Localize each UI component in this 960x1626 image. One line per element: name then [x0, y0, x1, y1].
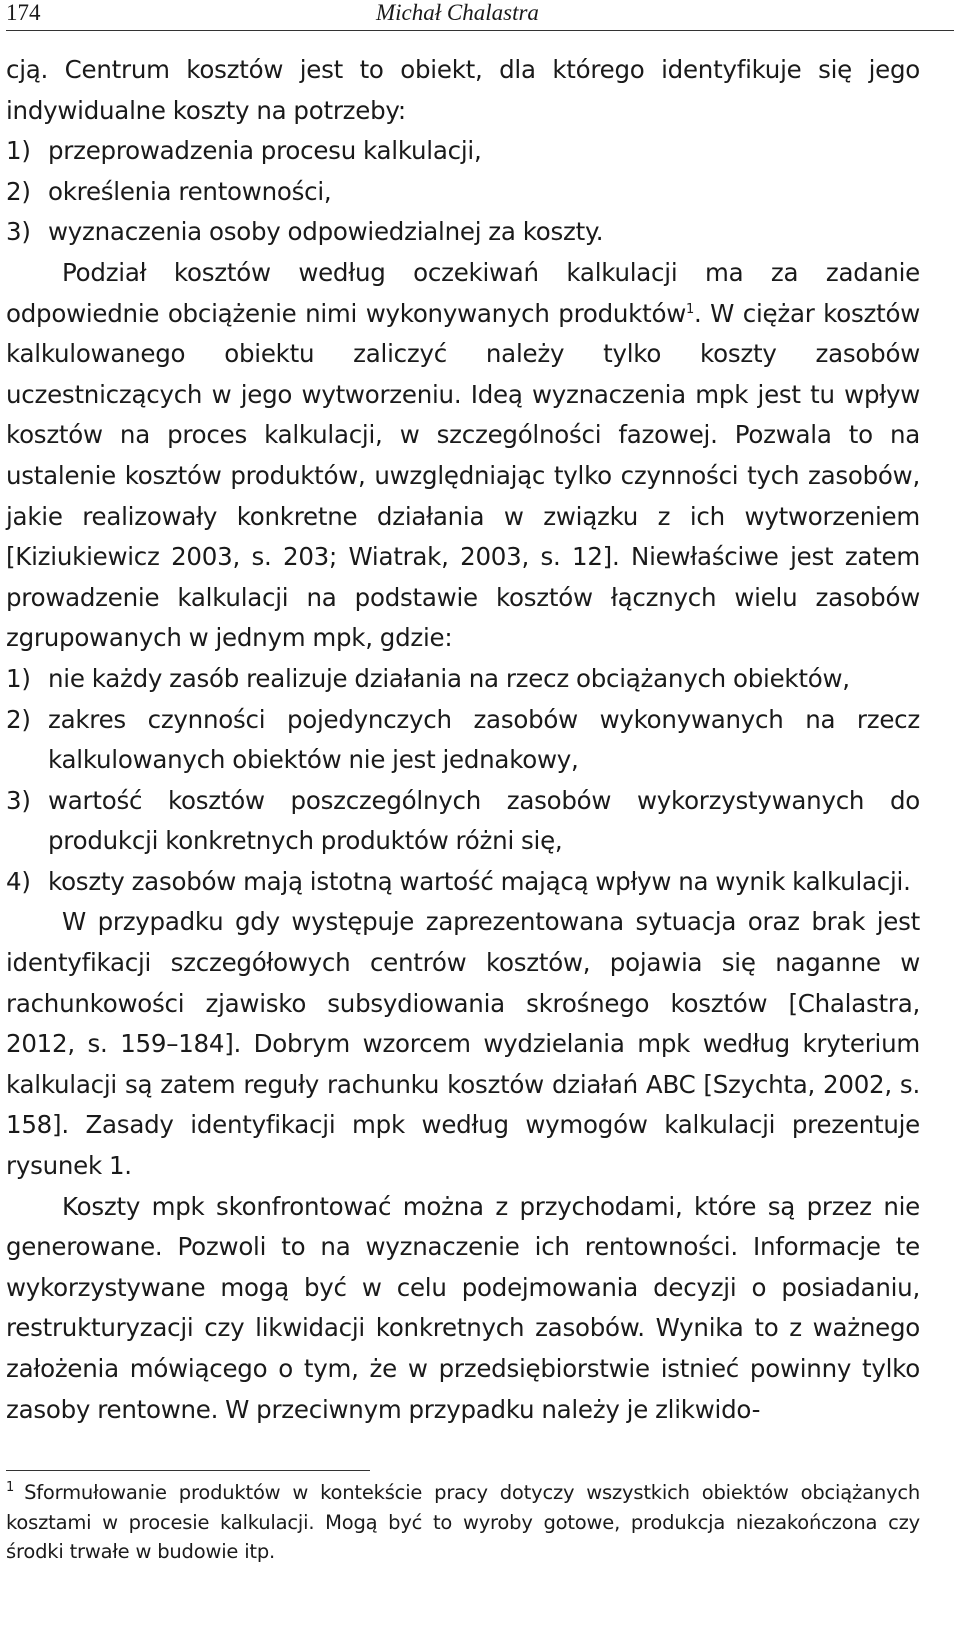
list-item-number: 1) [6, 663, 31, 693]
footnote-reference[interactable]: 1 [686, 301, 695, 317]
list-item-number: 2) [6, 704, 31, 734]
list-item-text: określenia rentowności, [48, 176, 332, 206]
list-item [6, 781, 920, 862]
page-number: 174 [6, 0, 41, 25]
list-item [6, 862, 920, 903]
list-item-number: 3) [6, 217, 31, 247]
body-text [6, 50, 920, 1430]
list-item-text: wartość kosztów poszczególnych zasobów wykorzystywanych do produkcji konkretnych produktów różni się, [48, 785, 920, 856]
list-item [6, 659, 920, 700]
list-item-text: przeprowadzenia procesu kalkulacji, [48, 136, 482, 166]
list-item-text: zakres czynności pojedynczych zasobów wykonywanych na rzecz kalkulowanych obiektów nie jest jednakowy, [48, 704, 920, 775]
paragraph-1: cją. Centrum kosztów jest to obiekt, dla którego identyfikuje się jego indywidualne koszty na potrzeby: [6, 55, 920, 125]
footnote-text: Sformułowanie produktów w kontekście pracy dotyczy wszystkich obiektów obciążanych kosztami w procesie kalkulacji. Mogą być to wyroby gotowe, produkcja niezakończona czy środki trwałe w budowie itp. [6, 1481, 920, 1563]
list-item-text: wyznaczenia osoby odpowiedzialnej za koszty. [48, 217, 604, 247]
list-item-text: nie każdy zasób realizuje działania na rzecz obciążanych obiektów, [48, 663, 850, 693]
list-item-number: 2) [6, 176, 31, 206]
list-item-number: 1) [6, 136, 31, 166]
list-item-text: koszty zasobów mają istotną wartość mającą wpływ na wynik kalkulacji. [48, 866, 911, 896]
paragraph-2 [6, 253, 920, 659]
paragraph-4: Koszty mpk skonfrontować można z przychodami, które są przez nie generowane. Pozwoli to na wyznaczenie ich rentowności. Informacje te wykorzystywane mogą być w celu podejmowania decyzji o posiadaniu, restrukturyzacji czy likwidacji konkretnych zasobów. Wynika to z ważnego założenia mówiącego o tym, że w przedsiębiorstwie istnieć powinny tylko zasoby rentowne. W przeciwnym przypadku należy je zlikwido- [6, 1191, 920, 1424]
paragraph-2-text-b: . W ciężar kosztów kalkulowanego obiektu zaliczyć należy tylko koszty zasobów uczestniczących w jego wytworzeniu. Ideą wyznaczenia mpk jest tu wpływ kosztów na proces kalkulacji, w szczególności fazowej. Pozwala to na ustalenie kosztów produktów, uwzględniając tylko czynności tych zasobów, jakie realizowały konkretne działania w związku z ich wytworzeniem [Kiziukiewicz 2003, s. 203; Wiatrak, 2003, s. 12]. Niewłaściwe jest zatem prowadzenie kalkulacji na podstawie kosztów łącznych wielu zasobów zgrupowanych w jednym mpk, gdzie: [6, 298, 920, 653]
list-conditions [6, 659, 920, 903]
paragraph-2-text-a: Podział kosztów według oczekiwań kalkulacji ma za zadanie odpowiednie obciążenie nimi wykonywanych produktów [6, 257, 920, 328]
footnote-mark: 1 [6, 1480, 15, 1495]
page-header [6, 0, 954, 31]
footnote [6, 1478, 920, 1567]
paragraph-3: W przypadku gdy występuje zaprezentowana sytuacja oraz brak jest identyfikacji szczegółowych centrów kosztów, pojawia się naganne w rachunkowości zjawisko subsydiowania skrośnego kosztów [Chalastra, 2012, s. 159–184]. Dobrym wzorcem wydzielania mpk według kryterium kalkulacji są zatem reguły rachunku kosztów działań ABC [Szychta, 2002, s. 158]. Zasady identyfikacji mpk według wymogów kalkulacji prezentuje rysunek 1. [6, 907, 920, 1181]
footnote-divider [6, 1470, 370, 1471]
list-item-number: 4) [6, 866, 31, 896]
list-purposes [6, 131, 920, 253]
list-item-number: 3) [6, 785, 31, 815]
running-head-author: Michał Chalastra [376, 0, 539, 25]
list-item [6, 212, 920, 253]
list-item [6, 700, 920, 781]
list-item [6, 172, 920, 213]
list-item [6, 131, 920, 172]
